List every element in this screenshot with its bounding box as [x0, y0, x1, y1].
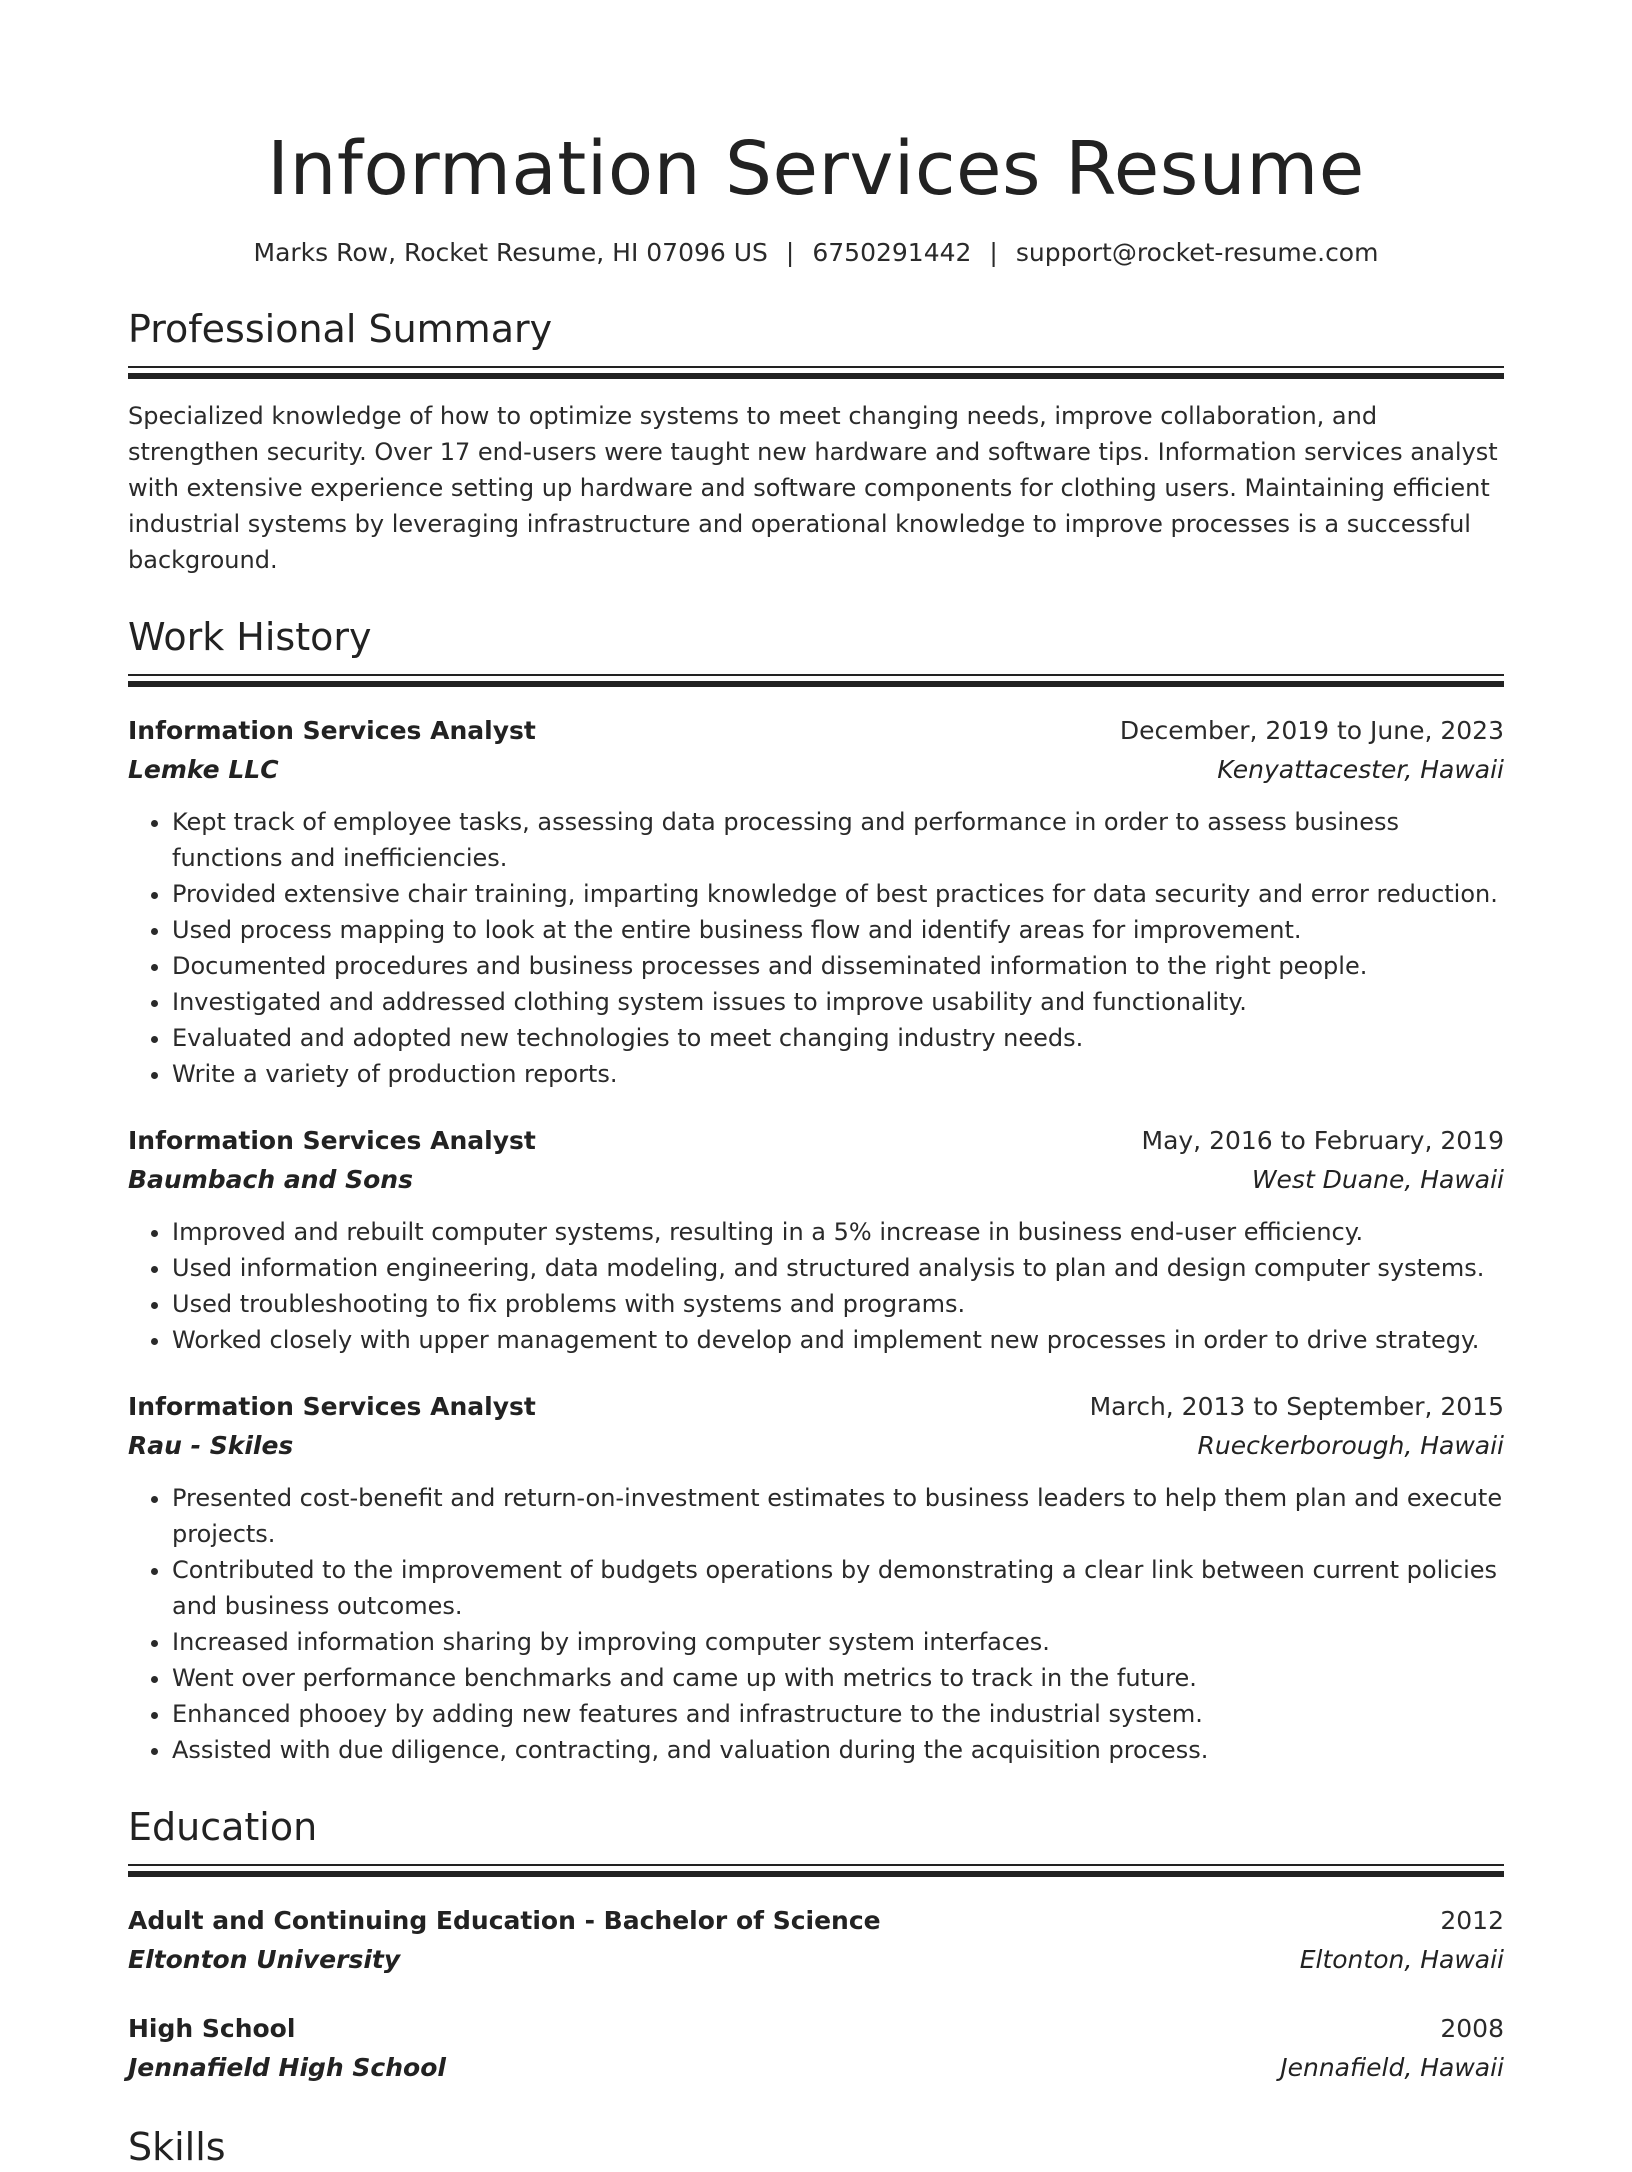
section-divider: [128, 674, 1504, 690]
education-entry: [128, 1902, 1504, 1980]
job-bullet: • Evaluated and adopted new technologies to meet changing industry needs.: [172, 1020, 1504, 1056]
job-bullet: • Write a variety of production reports.: [172, 1056, 1504, 1092]
summary-text: Specialized knowledge of how to optimize systems to meet changing needs, improve collaboration, and strengthen security. Over 17 end-users were taught new hardware and software tips. Information services analyst with extensive experience setting up hardware and software components for clothing users. Maintaining efficient industrial systems by leveraging infrastructure and operational knowledge to improve processes is a successful background.: [128, 402, 1498, 574]
job-bullet: • Increased information sharing by improving computer system interfaces.: [172, 1624, 1504, 1660]
job-bullet: • Improved and rebuilt computer systems, resulting in a 5% increase in business end-user efficiency.: [172, 1214, 1504, 1250]
job-bullet: • Used process mapping to look at the entire business flow and identify areas for improvement.: [172, 912, 1504, 948]
job-bullet: • Documented procedures and business processes and disseminated information to the right people.: [172, 948, 1504, 984]
job-dates: March, 2013 to September, 2015: [1089, 1392, 1504, 1421]
resume-title: Information Services Resume: [267, 126, 1365, 212]
section-heading-education: Education: [128, 1805, 318, 1849]
job-title: Information Services Analyst: [128, 1126, 536, 1155]
job-company: Baumbach and Sons: [128, 1165, 413, 1194]
job-bullet-list: [128, 1480, 1504, 1768]
education-location: Eltonton, Hawaii: [1299, 1945, 1504, 1974]
job-bullet: • Investigated and addressed clothing system issues to improve usability and functionality.: [172, 984, 1504, 1020]
education-location: Jennafield, Hawaii: [1280, 2053, 1504, 2082]
education-degree: Adult and Continuing Education - Bachelor of Science: [128, 1906, 881, 1935]
section-divider: [128, 1864, 1504, 1880]
education-year: 2008: [1440, 2014, 1504, 2043]
resume-page: [128, 0, 1504, 2172]
job-company: Lemke LLC: [128, 755, 279, 784]
job-bullet: • Presented cost-benefit and return-on-investment estimates to business leaders to help them plan and execute projects.: [172, 1480, 1504, 1552]
education-school: Eltonton University: [128, 1945, 401, 1974]
job-bullet-list: [128, 804, 1504, 1092]
job-location: Rueckerborough, Hawaii: [1197, 1431, 1504, 1460]
job-entry: [128, 1388, 1504, 1768]
job-bullet: • Contributed to the improvement of budgets operations by demonstrating a clear link between current policies and business outcomes.: [172, 1552, 1504, 1624]
job-location: West Duane, Hawaii: [1251, 1165, 1504, 1194]
section-heading-skills: Skills: [128, 2125, 226, 2169]
education-year: 2012: [1440, 1906, 1504, 1935]
job-bullet: • Provided extensive chair training, imparting knowledge of best practices for data security and error reduction.: [172, 876, 1504, 912]
section-heading-work-history: Work History: [128, 615, 372, 659]
job-location: Kenyattacester, Hawaii: [1217, 755, 1504, 784]
job-title: Information Services Analyst: [128, 716, 536, 745]
job-bullet: • Worked closely with upper management to develop and implement new processes in order to drive strategy.: [172, 1322, 1504, 1358]
job-dates: May, 2016 to February, 2019: [1141, 1126, 1504, 1155]
contact-email: support@rocket-resume.com: [1015, 238, 1379, 267]
job-bullet: • Assisted with due diligence, contracting, and valuation during the acquisition process.: [172, 1732, 1504, 1768]
contact-separator: |: [989, 238, 998, 267]
section-divider: [128, 366, 1504, 382]
section-heading-summary: Professional Summary: [128, 307, 553, 351]
job-bullet: • Enhanced phooey by adding new features and infrastructure to the industrial system.: [172, 1696, 1504, 1732]
job-entry: [128, 712, 1504, 1092]
contact-address: Marks Row, Rocket Resume, HI 07096 US: [253, 238, 768, 267]
job-company: Rau - Skiles: [128, 1431, 294, 1460]
job-bullet: • Used troubleshooting to fix problems with systems and programs.: [172, 1286, 1504, 1322]
contact-separator: |: [785, 238, 795, 267]
job-bullet: • Used information engineering, data modeling, and structured analysis to plan and design computer systems.: [172, 1250, 1504, 1286]
contact-phone: 6750291442: [812, 238, 972, 267]
job-bullet-list: [128, 1214, 1504, 1358]
job-dates: December, 2019 to June, 2023: [1119, 716, 1504, 745]
job-bullet: • Went over performance benchmarks and came up with metrics to track in the future.: [172, 1660, 1504, 1696]
education-entry: [128, 2010, 1504, 2088]
contact-line: [128, 236, 1504, 270]
job-title: Information Services Analyst: [128, 1392, 536, 1421]
job-bullet: • Kept track of employee tasks, assessing data processing and performance in order to assess business functions and inefficiencies.: [172, 804, 1504, 876]
education-degree: High School: [128, 2014, 296, 2043]
job-entry: [128, 1122, 1504, 1358]
education-school: Jennafield High School: [128, 2053, 446, 2082]
